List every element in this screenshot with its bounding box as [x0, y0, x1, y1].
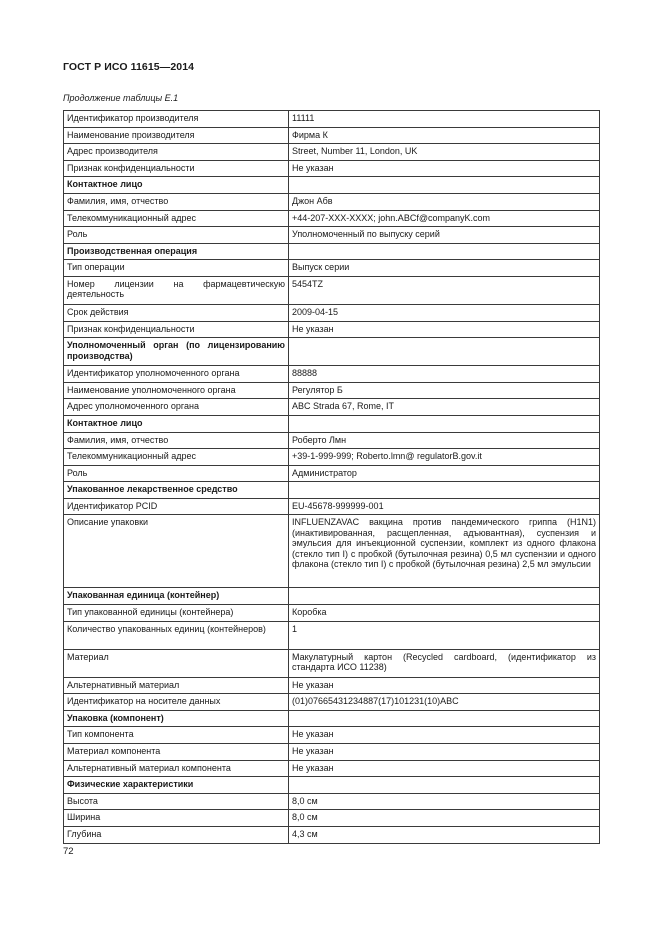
table-row	[64, 127, 600, 144]
field-value: +39-1-999-999; Roberto.lmn@ regulatorB.gov.it	[289, 449, 600, 466]
field-label: Номер лицензии на фармацевтическую деятельность	[64, 276, 289, 304]
section-row	[64, 177, 600, 194]
table-row	[64, 260, 600, 277]
field-label: Количество упакованных единиц (контейнеров)	[64, 621, 289, 649]
field-label: Адрес производителя	[64, 144, 289, 161]
field-label: Идентификатор уполномоченного органа	[64, 366, 289, 383]
field-label: Идентификатор производителя	[64, 111, 289, 128]
field-label: Ширина	[64, 810, 289, 827]
table-row	[64, 694, 600, 711]
field-label: Фамилия, имя, отчество	[64, 432, 289, 449]
field-value: Не указан	[289, 677, 600, 694]
table-row	[64, 382, 600, 399]
table-row	[64, 498, 600, 515]
field-label: Признак конфиденциальности	[64, 321, 289, 338]
field-value: 88888	[289, 366, 600, 383]
field-value: Регулятор Б	[289, 382, 600, 399]
field-value: Не указан	[289, 760, 600, 777]
section-heading: Уполномоченный орган (по лицензированию производства)	[64, 338, 289, 366]
field-label: Роль	[64, 227, 289, 244]
table-row	[64, 227, 600, 244]
field-value: EU-45678-999999-001	[289, 498, 600, 515]
field-value: 8,0 см	[289, 810, 600, 827]
field-value: 5454TZ	[289, 276, 600, 304]
field-label: Наименование уполномоченного органа	[64, 382, 289, 399]
field-value	[289, 482, 600, 499]
field-value: (01)07665431234887(17)101231(10)ABC	[289, 694, 600, 711]
table-row	[64, 760, 600, 777]
field-value: Уполномоченный по выпуску серий	[289, 227, 600, 244]
table-row	[64, 621, 600, 649]
field-label: Роль	[64, 465, 289, 482]
field-value: Street, Number 11, London, UK	[289, 144, 600, 161]
field-label: Наименование производителя	[64, 127, 289, 144]
field-label: Телекоммуникационный адрес	[64, 449, 289, 466]
field-value	[289, 338, 600, 366]
table-row	[64, 744, 600, 761]
section-heading: Упакованная единица (контейнер)	[64, 588, 289, 605]
section-heading: Упаковка (компонент)	[64, 710, 289, 727]
field-label: Материал компонента	[64, 744, 289, 761]
field-label: Тип компонента	[64, 727, 289, 744]
field-label: Тип операции	[64, 260, 289, 277]
document-header: ГОСТ Р ИСО 11615—2014	[63, 61, 195, 73]
table-row	[64, 144, 600, 161]
table-row	[64, 276, 600, 304]
table-row	[64, 366, 600, 383]
field-value: 4,3 см	[289, 827, 600, 844]
field-label: Телекоммуникационный адрес	[64, 210, 289, 227]
field-value: 11111	[289, 111, 600, 128]
section-row	[64, 777, 600, 794]
section-row	[64, 588, 600, 605]
field-value: Джон Абв	[289, 193, 600, 210]
section-row	[64, 415, 600, 432]
section-heading: Упакованное лекарственное средство	[64, 482, 289, 499]
field-value: Не указан	[289, 727, 600, 744]
spec-table-body	[64, 111, 600, 844]
field-value: Роберто Лмн	[289, 432, 600, 449]
table-row	[64, 810, 600, 827]
field-value	[289, 243, 600, 260]
field-value	[289, 777, 600, 794]
section-heading: Контактное лицо	[64, 415, 289, 432]
table-row	[64, 605, 600, 622]
field-value: Администратор	[289, 465, 600, 482]
table-row	[64, 399, 600, 416]
field-label: Фамилия, имя, отчество	[64, 193, 289, 210]
field-label: Глубина	[64, 827, 289, 844]
table-row	[64, 304, 600, 321]
table-row	[64, 827, 600, 844]
section-heading: Производственная операция	[64, 243, 289, 260]
spec-table	[63, 110, 600, 844]
field-label: Альтернативный материал компонента	[64, 760, 289, 777]
field-label: Срок действия	[64, 304, 289, 321]
section-row	[64, 338, 600, 366]
field-value: 1	[289, 621, 600, 649]
field-label: Идентификатор PCID	[64, 498, 289, 515]
field-label: Тип упакованной единицы (контейнера)	[64, 605, 289, 622]
field-value: +44-207-XXX-XXXX; john.ABCf@companyK.com	[289, 210, 600, 227]
section-row	[64, 243, 600, 260]
field-label: Материал	[64, 649, 289, 677]
section-heading: Физические характеристики	[64, 777, 289, 794]
field-value	[289, 588, 600, 605]
table-row	[64, 515, 600, 588]
field-label: Идентификатор на носителе данных	[64, 694, 289, 711]
field-label: Адрес уполномоченного органа	[64, 399, 289, 416]
table-row	[64, 210, 600, 227]
field-value: 8,0 см	[289, 793, 600, 810]
field-value	[289, 710, 600, 727]
section-row	[64, 482, 600, 499]
page-number: 72	[63, 846, 74, 857]
field-value: Не указан	[289, 160, 600, 177]
table-row	[64, 111, 600, 128]
field-value: ABC Strada 67, Rome, IT	[289, 399, 600, 416]
field-value: Не указан	[289, 321, 600, 338]
field-value: Не указан	[289, 744, 600, 761]
table-caption: Продолжение таблицы Е.1	[63, 93, 179, 103]
field-label: Высота	[64, 793, 289, 810]
table-row	[64, 727, 600, 744]
table-row	[64, 793, 600, 810]
field-value: Фирма К	[289, 127, 600, 144]
table-row	[64, 449, 600, 466]
field-value: Выпуск серии	[289, 260, 600, 277]
field-value: Макулатурный картон (Recycled cardboard, (идентификатор из стандарта ИСО 11238)	[289, 649, 600, 677]
field-value: INFLUENZAVAC вакцина против пандемического гриппа (H1N1) (инактивированная, расщепленная, адъювантная), суспензия и эмульсия для инъекционной суспензии, комплект из одного флакона (стекло тип I) с пробкой (бутылочная резина) 0,5 мл суспензии и одного флакона (стекло тип I) с пробкой (бутылочная резина) 2,5 мл эмульсии	[289, 515, 600, 588]
table-row	[64, 432, 600, 449]
table-row	[64, 160, 600, 177]
table-row	[64, 677, 600, 694]
field-value: Коробка	[289, 605, 600, 622]
field-label: Признак конфиденциальности	[64, 160, 289, 177]
field-value: 2009-04-15	[289, 304, 600, 321]
table-row	[64, 649, 600, 677]
field-value	[289, 415, 600, 432]
table-row	[64, 465, 600, 482]
field-label: Альтернативный материал	[64, 677, 289, 694]
table-row	[64, 193, 600, 210]
table-row	[64, 321, 600, 338]
section-heading: Контактное лицо	[64, 177, 289, 194]
field-label: Описание упаковки	[64, 515, 289, 588]
field-value	[289, 177, 600, 194]
section-row	[64, 710, 600, 727]
